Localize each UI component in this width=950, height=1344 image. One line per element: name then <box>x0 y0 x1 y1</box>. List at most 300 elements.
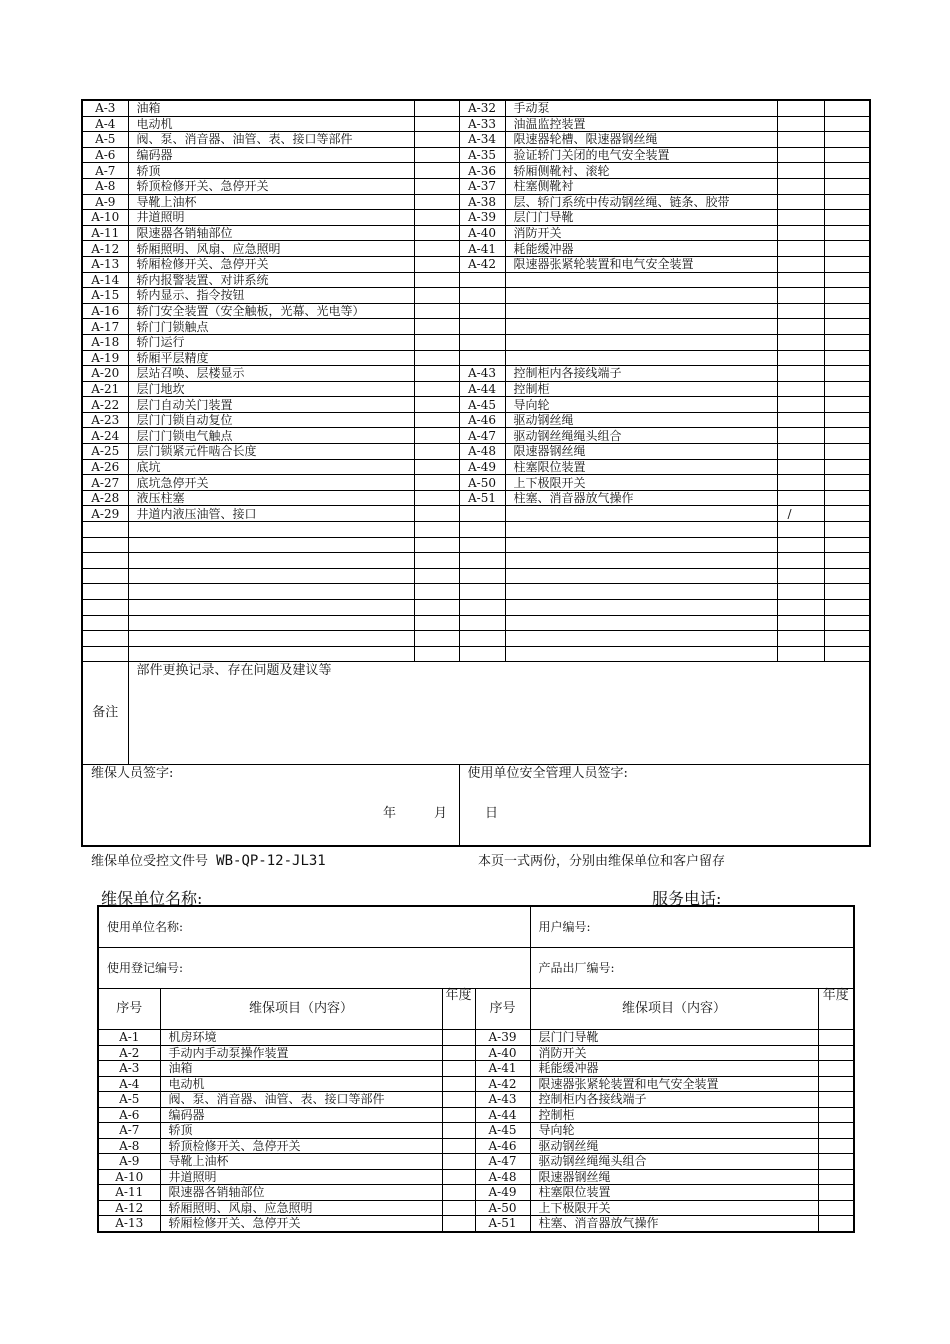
year-check-cell[interactable] <box>442 1061 475 1077</box>
item-description: 驱动钢丝绳绳头组合 <box>530 1154 818 1170</box>
year-check-cell[interactable] <box>414 444 459 460</box>
item-number: A-25 <box>82 444 128 460</box>
check-cell[interactable] <box>824 303 870 319</box>
year-check-cell[interactable] <box>818 1107 854 1123</box>
year-check-cell[interactable] <box>414 350 459 366</box>
item-description: 轿门门锁触点 <box>128 319 414 335</box>
year-check-cell[interactable] <box>777 225 824 241</box>
registration-number-label: 使用登记编号: <box>107 961 184 975</box>
year-check-cell[interactable] <box>777 350 824 366</box>
year-check-cell[interactable] <box>777 256 824 272</box>
check-cell[interactable] <box>824 116 870 132</box>
year-check-cell[interactable] <box>777 381 824 397</box>
year-check-cell[interactable] <box>414 178 459 194</box>
check-cell[interactable] <box>824 334 870 350</box>
item-description: 手动泵 <box>505 100 777 116</box>
item-description: 控制柜内各接线端子 <box>530 1092 818 1108</box>
empty-cell[interactable] <box>459 631 505 647</box>
year-check-cell[interactable] <box>818 1200 854 1216</box>
table-row <box>82 210 870 226</box>
year-check-cell[interactable] <box>414 412 459 428</box>
year-check-cell[interactable] <box>777 366 824 382</box>
year-check-cell[interactable] <box>777 490 824 506</box>
col-year-header: 年度 <box>442 989 475 1030</box>
year-check-cell[interactable] <box>777 147 824 163</box>
year-check-cell[interactable] <box>414 241 459 257</box>
item-description: 导靴上油杯 <box>128 194 414 210</box>
item-description <box>505 506 777 522</box>
empty-cell[interactable] <box>414 600 459 616</box>
table-row <box>98 1154 854 1170</box>
year-check-cell[interactable] <box>818 1216 854 1232</box>
item-number: A-51 <box>475 1216 530 1232</box>
item-number: A-9 <box>98 1154 160 1170</box>
year-check-cell[interactable] <box>442 1169 475 1185</box>
empty-row <box>82 631 870 647</box>
item-number: A-36 <box>459 163 505 179</box>
empty-row <box>82 600 870 616</box>
item-description: 层门门锁自动复位 <box>128 412 414 428</box>
item-number: A-34 <box>459 132 505 148</box>
remarks-field[interactable] <box>128 662 870 765</box>
item-description: 轿内显示、指令按钮 <box>128 288 414 304</box>
empty-cell[interactable] <box>414 615 459 631</box>
year-check-cell[interactable] <box>818 1154 854 1170</box>
item-description: 油温监控装置 <box>505 116 777 132</box>
year-check-cell[interactable] <box>442 1185 475 1201</box>
year-check-cell[interactable] <box>414 490 459 506</box>
year-check-cell[interactable] <box>442 1092 475 1108</box>
maintenance-record-form <box>97 905 855 1233</box>
empty-cell[interactable] <box>459 615 505 631</box>
item-number: A-50 <box>459 475 505 491</box>
year-check-cell[interactable] <box>777 178 824 194</box>
item-number: A-19 <box>82 350 128 366</box>
year-check-cell[interactable] <box>777 506 824 522</box>
year-check-cell[interactable] <box>818 1045 854 1061</box>
check-cell[interactable] <box>824 178 870 194</box>
table-row <box>82 241 870 257</box>
item-description: 驱动钢丝绳绳头组合 <box>505 428 777 444</box>
item-number: A-20 <box>82 366 128 382</box>
year-check-cell[interactable] <box>414 475 459 491</box>
empty-cell[interactable] <box>505 584 777 600</box>
year-check-cell[interactable] <box>777 241 824 257</box>
year-check-cell[interactable] <box>442 1154 475 1170</box>
item-number: A-43 <box>459 366 505 382</box>
empty-cell[interactable] <box>128 522 414 538</box>
empty-cell[interactable] <box>128 600 414 616</box>
empty-cell[interactable] <box>82 646 128 662</box>
info-row-1 <box>98 906 854 948</box>
table-row <box>82 272 870 288</box>
empty-cell[interactable] <box>505 568 777 584</box>
item-number: A-41 <box>475 1061 530 1077</box>
empty-cell[interactable] <box>128 615 414 631</box>
empty-cell[interactable] <box>505 537 777 553</box>
item-number: A-44 <box>475 1107 530 1123</box>
empty-cell[interactable] <box>777 615 824 631</box>
year-check-cell[interactable] <box>818 1123 854 1139</box>
item-number: A-6 <box>98 1107 160 1123</box>
table-row <box>82 319 870 335</box>
year-check-cell[interactable] <box>777 272 824 288</box>
empty-cell[interactable] <box>777 600 824 616</box>
empty-cell[interactable] <box>414 537 459 553</box>
year-check-cell[interactable] <box>818 1076 854 1092</box>
user-safety-signature-field[interactable] <box>459 765 870 847</box>
year-check-cell[interactable] <box>414 381 459 397</box>
col-seq-header: 序号 <box>98 989 160 1030</box>
empty-cell[interactable] <box>82 600 128 616</box>
check-cell[interactable] <box>824 225 870 241</box>
year-check-cell[interactable] <box>777 459 824 475</box>
year-check-cell[interactable] <box>777 475 824 491</box>
empty-cell[interactable] <box>459 537 505 553</box>
empty-cell[interactable] <box>128 553 414 569</box>
empty-cell[interactable] <box>505 522 777 538</box>
table-row <box>82 100 870 116</box>
empty-cell[interactable] <box>459 522 505 538</box>
empty-cell[interactable] <box>777 568 824 584</box>
item-description: 底坑 <box>128 459 414 475</box>
check-cell[interactable] <box>824 194 870 210</box>
year-check-cell[interactable] <box>414 319 459 335</box>
item-description: 轿顶检修开关、急停开关 <box>160 1138 442 1154</box>
item-description: 限速器张紧轮装置和电气安全装置 <box>530 1076 818 1092</box>
item-description: 轿内报警装置、对讲系统 <box>128 272 414 288</box>
empty-cell[interactable] <box>128 584 414 600</box>
copies-note: 本页一式两份，分别由维保单位和客户留存 <box>478 854 726 869</box>
check-cell[interactable] <box>824 459 870 475</box>
year-check-cell[interactable] <box>414 288 459 304</box>
item-description: 电动机 <box>128 116 414 132</box>
item-description <box>505 272 777 288</box>
item-number: A-21 <box>82 381 128 397</box>
user-unit-name-field[interactable] <box>98 906 530 948</box>
empty-cell[interactable] <box>414 584 459 600</box>
year-check-cell[interactable] <box>442 1138 475 1154</box>
empty-cell[interactable] <box>777 537 824 553</box>
item-description <box>505 350 777 366</box>
item-description: 轿顶 <box>128 163 414 179</box>
check-cell[interactable] <box>824 163 870 179</box>
maintenance-items-table <box>81 99 871 847</box>
empty-cell[interactable] <box>824 568 870 584</box>
empty-cell[interactable] <box>82 522 128 538</box>
year-check-cell[interactable] <box>777 100 824 116</box>
year-check-cell[interactable] <box>777 428 824 444</box>
empty-cell[interactable] <box>777 522 824 538</box>
year-check-cell[interactable] <box>414 428 459 444</box>
empty-cell[interactable] <box>824 522 870 538</box>
item-number: A-27 <box>82 475 128 491</box>
check-cell[interactable] <box>824 256 870 272</box>
empty-cell[interactable] <box>777 584 824 600</box>
item-number: A-3 <box>82 100 128 116</box>
user-number-field[interactable] <box>530 906 854 948</box>
year-check-cell[interactable] <box>777 194 824 210</box>
table-row <box>82 444 870 460</box>
empty-cell[interactable] <box>777 631 824 647</box>
item-number <box>459 272 505 288</box>
year-check-cell[interactable] <box>442 1200 475 1216</box>
user-number-label: 用户编号: <box>538 920 591 934</box>
item-number: A-42 <box>475 1076 530 1092</box>
item-number: A-7 <box>82 163 128 179</box>
item-number: A-16 <box>82 303 128 319</box>
year-check-cell[interactable] <box>818 1138 854 1154</box>
year-check-cell[interactable] <box>818 1185 854 1201</box>
item-number: A-50 <box>475 1200 530 1216</box>
table-row <box>98 1123 854 1139</box>
check-cell[interactable] <box>824 288 870 304</box>
empty-cell[interactable] <box>82 537 128 553</box>
item-number: A-48 <box>475 1169 530 1185</box>
empty-cell[interactable] <box>505 631 777 647</box>
maintenance-company-label: 维保单位名称: <box>101 889 203 908</box>
item-description: 层、轿门系统中传动钢丝绳、链条、胶带 <box>505 194 777 210</box>
check-cell[interactable] <box>824 428 870 444</box>
table-row <box>98 1200 854 1216</box>
item-description: 轿顶检修开关、急停开关 <box>128 178 414 194</box>
item-number: A-8 <box>98 1138 160 1154</box>
item-description: 驱动钢丝绳 <box>505 412 777 428</box>
year-check-cell[interactable] <box>777 334 824 350</box>
check-cell[interactable] <box>824 319 870 335</box>
signature-row <box>82 765 870 847</box>
year-check-cell[interactable] <box>414 116 459 132</box>
check-cell[interactable] <box>824 366 870 382</box>
year-check-cell[interactable] <box>442 1107 475 1123</box>
item-number: A-4 <box>82 116 128 132</box>
table-row <box>82 475 870 491</box>
item-description: 层门地坎 <box>128 381 414 397</box>
check-cell[interactable] <box>824 381 870 397</box>
item-description <box>505 288 777 304</box>
empty-cell[interactable] <box>824 600 870 616</box>
empty-cell[interactable] <box>82 615 128 631</box>
item-description: 轿厢检修开关、急停开关 <box>128 256 414 272</box>
item-description: 柱塞限位装置 <box>505 459 777 475</box>
empty-cell[interactable] <box>459 568 505 584</box>
item-description: 限速器轮槽、限速器钢丝绳 <box>505 132 777 148</box>
year-check-cell[interactable] <box>442 1030 475 1046</box>
empty-cell[interactable] <box>459 646 505 662</box>
table-row <box>82 428 870 444</box>
remarks-hint: 部件更换记录、存在问题及建议等 <box>136 663 332 679</box>
empty-cell[interactable] <box>824 646 870 662</box>
item-number: A-5 <box>98 1092 160 1108</box>
check-cell[interactable] <box>824 132 870 148</box>
check-cell[interactable] <box>824 210 870 226</box>
check-cell[interactable] <box>824 397 870 413</box>
item-description: 液压柱塞 <box>128 490 414 506</box>
item-number: A-28 <box>82 490 128 506</box>
item-number: A-17 <box>82 319 128 335</box>
item-description: 导向轮 <box>530 1123 818 1139</box>
year-check-cell[interactable] <box>414 163 459 179</box>
lower-items-body <box>98 1030 854 1232</box>
check-cell[interactable] <box>824 272 870 288</box>
year-check-cell[interactable] <box>777 412 824 428</box>
check-cell[interactable] <box>824 241 870 257</box>
item-description: 驱动钢丝绳 <box>530 1138 818 1154</box>
empty-cell[interactable] <box>777 553 824 569</box>
empty-cell[interactable] <box>824 537 870 553</box>
empty-row <box>82 537 870 553</box>
item-description: 控制柜 <box>530 1107 818 1123</box>
table-row <box>98 1061 854 1077</box>
empty-cell[interactable] <box>82 568 128 584</box>
item-description: 限速器张紧轮装置和电气安全装置 <box>505 256 777 272</box>
item-number: A-22 <box>82 397 128 413</box>
check-cell[interactable] <box>824 350 870 366</box>
year-check-cell[interactable] <box>777 288 824 304</box>
registration-number-field[interactable] <box>98 948 530 989</box>
maintenance-items-body <box>82 100 870 662</box>
item-description: 机房环境 <box>160 1030 442 1046</box>
table-row <box>82 256 870 272</box>
table-row <box>82 490 870 506</box>
item-description: 限速器钢丝绳 <box>530 1169 818 1185</box>
year-check-cell[interactable] <box>777 163 824 179</box>
empty-cell[interactable] <box>128 537 414 553</box>
item-description <box>505 303 777 319</box>
not-applicable-slash: / <box>787 506 792 521</box>
item-description: 验证轿门关闭的电气安全装置 <box>505 147 777 163</box>
item-description: 轿门运行 <box>128 334 414 350</box>
year-check-cell[interactable] <box>414 147 459 163</box>
year-check-cell[interactable] <box>414 459 459 475</box>
year-check-cell[interactable] <box>414 210 459 226</box>
item-description: 油箱 <box>128 100 414 116</box>
item-description: 上下极限开关 <box>530 1200 818 1216</box>
empty-cell[interactable] <box>414 522 459 538</box>
check-cell[interactable] <box>824 444 870 460</box>
item-description: 手动内手动泵操作装置 <box>160 1045 442 1061</box>
item-number: A-18 <box>82 334 128 350</box>
year-check-cell[interactable] <box>777 303 824 319</box>
empty-cell[interactable] <box>459 553 505 569</box>
table-row <box>98 1092 854 1108</box>
item-description: 油箱 <box>160 1061 442 1077</box>
year-check-cell[interactable] <box>414 506 459 522</box>
year-check-cell[interactable] <box>777 210 824 226</box>
item-number: A-40 <box>475 1045 530 1061</box>
empty-cell[interactable] <box>459 584 505 600</box>
year-check-cell[interactable] <box>414 366 459 382</box>
item-number <box>459 319 505 335</box>
empty-cell[interactable] <box>505 615 777 631</box>
table-row <box>82 366 870 382</box>
empty-cell[interactable] <box>128 646 414 662</box>
item-number: A-12 <box>98 1200 160 1216</box>
empty-cell[interactable] <box>824 553 870 569</box>
check-cell[interactable] <box>824 506 870 522</box>
check-cell[interactable] <box>824 412 870 428</box>
year-check-cell[interactable] <box>818 1030 854 1046</box>
item-number: A-42 <box>459 256 505 272</box>
year-check-cell[interactable] <box>777 397 824 413</box>
empty-cell[interactable] <box>128 631 414 647</box>
year-check-cell[interactable] <box>414 194 459 210</box>
year-check-cell[interactable] <box>818 1061 854 1077</box>
empty-cell[interactable] <box>82 631 128 647</box>
year-check-cell[interactable] <box>414 334 459 350</box>
maintainer-signature-field[interactable] <box>82 765 499 847</box>
item-description: 耗能缓冲器 <box>505 241 777 257</box>
empty-cell[interactable] <box>414 568 459 584</box>
factory-number-field[interactable] <box>530 948 854 989</box>
table-row <box>98 1030 854 1046</box>
check-cell[interactable] <box>824 100 870 116</box>
item-number: A-12 <box>82 241 128 257</box>
table-row <box>98 1107 854 1123</box>
col-seq-header-right: 序号 <box>475 989 530 1030</box>
item-description: 井道照明 <box>128 210 414 226</box>
year-check-cell[interactable] <box>442 1123 475 1139</box>
check-cell[interactable] <box>824 475 870 491</box>
year-check-cell[interactable] <box>442 1216 475 1232</box>
item-number: A-46 <box>459 412 505 428</box>
year-check-cell[interactable] <box>414 225 459 241</box>
year-check-cell[interactable] <box>414 272 459 288</box>
remarks-row <box>82 662 870 765</box>
table-row <box>82 147 870 163</box>
empty-cell[interactable] <box>128 568 414 584</box>
empty-cell[interactable] <box>414 646 459 662</box>
empty-cell[interactable] <box>505 600 777 616</box>
year-check-cell[interactable] <box>818 1169 854 1185</box>
col-item-header-right: 维保项目（内容） <box>530 989 818 1030</box>
year-check-cell[interactable] <box>414 303 459 319</box>
empty-cell[interactable] <box>824 631 870 647</box>
empty-cell[interactable] <box>505 646 777 662</box>
year-check-cell[interactable] <box>442 1076 475 1092</box>
empty-cell[interactable] <box>824 615 870 631</box>
empty-cell[interactable] <box>459 600 505 616</box>
item-description: 阀、泵、消音器、油管、表、接口等部件 <box>160 1092 442 1108</box>
item-description: 柱塞、消音器放气操作 <box>505 490 777 506</box>
year-check-cell[interactable] <box>777 444 824 460</box>
empty-cell[interactable] <box>777 646 824 662</box>
year-check-cell[interactable] <box>414 132 459 148</box>
year-check-cell[interactable] <box>414 397 459 413</box>
item-number: A-2 <box>98 1045 160 1061</box>
table-row <box>82 506 870 522</box>
item-number: A-47 <box>459 428 505 444</box>
year-check-cell[interactable] <box>442 1045 475 1061</box>
empty-cell[interactable] <box>82 584 128 600</box>
empty-cell[interactable] <box>414 631 459 647</box>
empty-cell[interactable] <box>824 584 870 600</box>
item-number: A-40 <box>459 225 505 241</box>
empty-cell[interactable] <box>414 553 459 569</box>
year-check-cell[interactable] <box>414 256 459 272</box>
empty-cell[interactable] <box>82 553 128 569</box>
check-cell[interactable] <box>824 490 870 506</box>
year-check-cell[interactable] <box>777 132 824 148</box>
year-check-cell[interactable] <box>818 1092 854 1108</box>
empty-cell[interactable] <box>505 553 777 569</box>
item-number: A-14 <box>82 272 128 288</box>
year-check-cell[interactable] <box>777 319 824 335</box>
item-description: 轿门安全装置（安全触板，光幕、光电等） <box>128 303 414 319</box>
year-check-cell[interactable] <box>777 116 824 132</box>
year-check-cell[interactable] <box>414 100 459 116</box>
check-cell[interactable] <box>824 147 870 163</box>
